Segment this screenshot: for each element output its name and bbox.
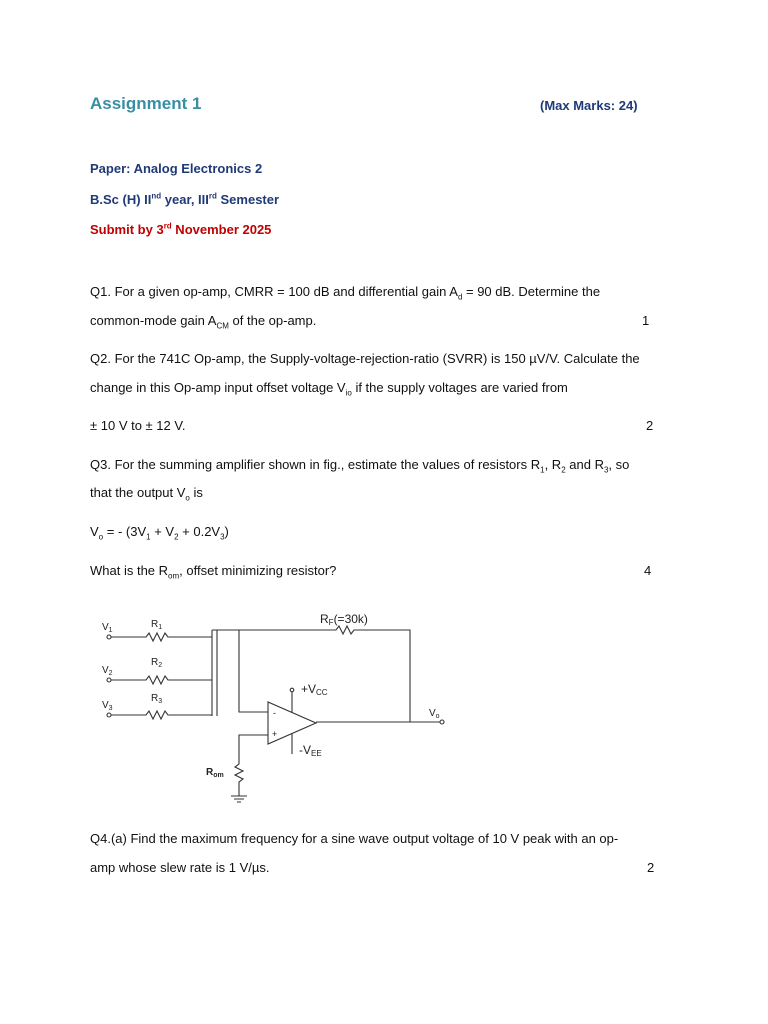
q3-marks: 4 bbox=[644, 563, 652, 578]
q2-line-3: ± 10 V to ± 12 V. bbox=[90, 418, 186, 433]
v2-terminal bbox=[107, 678, 111, 682]
q1-marks: 1 bbox=[642, 313, 650, 328]
r1-label: $R_1$ bbox=[151, 619, 163, 631]
inverting-wire bbox=[239, 630, 268, 712]
rom-label: $R_{om}$ bbox=[206, 767, 224, 779]
q1-line-2: common-mode gain $A_{CM}$ of the op-amp. bbox=[90, 313, 317, 331]
q3-equation: $V_o$ = - $(3V_1 + V_2 + 0.2V_3)$ bbox=[90, 524, 229, 542]
q4-marks: 2 bbox=[647, 860, 655, 875]
rf-label: RF(=30k) bbox=[320, 612, 368, 627]
v3-terminal bbox=[107, 713, 111, 717]
summing-amplifier-circuit bbox=[96, 608, 456, 813]
q2-marks: 2 bbox=[646, 418, 654, 433]
r3-resistor bbox=[111, 711, 212, 719]
vcc-label: +VCC bbox=[301, 682, 328, 697]
ground-icon bbox=[231, 796, 247, 802]
r1-resistor bbox=[111, 633, 212, 641]
vee-label: -VEE bbox=[299, 743, 322, 758]
course-line: B.Sc (H) IInd year, IIIrd Semester bbox=[90, 191, 280, 207]
q3-line-2: that the output $V_o$ is bbox=[90, 485, 203, 503]
q2-line-1: Q2. For the 741C Op-amp, the Supply-voltage-rejection-ratio (SVRR) is 150 µV/V. Calculate the bbox=[90, 351, 640, 366]
r3-label: $R_3$ bbox=[151, 693, 163, 705]
v1-terminal bbox=[107, 635, 111, 639]
submit-deadline: Submit by 3rd November 2025 bbox=[90, 221, 272, 237]
q3-line-4: What is the $R_{om}$, offset minimizing resistor? bbox=[90, 563, 337, 581]
max-marks: (Max Marks: 24) bbox=[540, 98, 638, 113]
q3-line-1: Q3. For the summing amplifier shown in fig., estimate the values of resistors $R_1$, $R_2$ and $R_3$, so bbox=[90, 457, 630, 475]
q1-line-1: Q1. For a given op-amp, CMRR = 100 dB and differential gain $A_d = 90$ dB. Determine the bbox=[90, 284, 601, 302]
q4-line-2: amp whose slew rate is 1 V/µs. bbox=[90, 860, 270, 875]
inverting-sign: - bbox=[273, 708, 276, 718]
noninverting-sign: + bbox=[272, 729, 278, 739]
vo-label: $V_o$ bbox=[429, 708, 440, 720]
q4-line-1: Q4.(a) Find the maximum frequency for a sine wave output voltage of 10 V peak with an op- bbox=[90, 831, 619, 846]
v3-label: $V_3$ bbox=[102, 700, 113, 712]
rf-resistor bbox=[212, 626, 410, 722]
v1-label: $V_1$ bbox=[102, 622, 113, 634]
r2-resistor bbox=[111, 676, 212, 684]
paper-line: Paper: Analog Electronics 2 bbox=[90, 161, 263, 176]
vo-terminal bbox=[440, 720, 444, 724]
rom-resistor bbox=[235, 735, 268, 796]
assignment-title: Assignment 1 bbox=[90, 94, 202, 113]
v2-label: $V_2$ bbox=[102, 665, 113, 677]
q2-line-2: change in this Op-amp input offset voltage $V_{io}$ if the supply voltages are varied from bbox=[90, 380, 568, 398]
r2-label: $R_2$ bbox=[151, 657, 163, 669]
